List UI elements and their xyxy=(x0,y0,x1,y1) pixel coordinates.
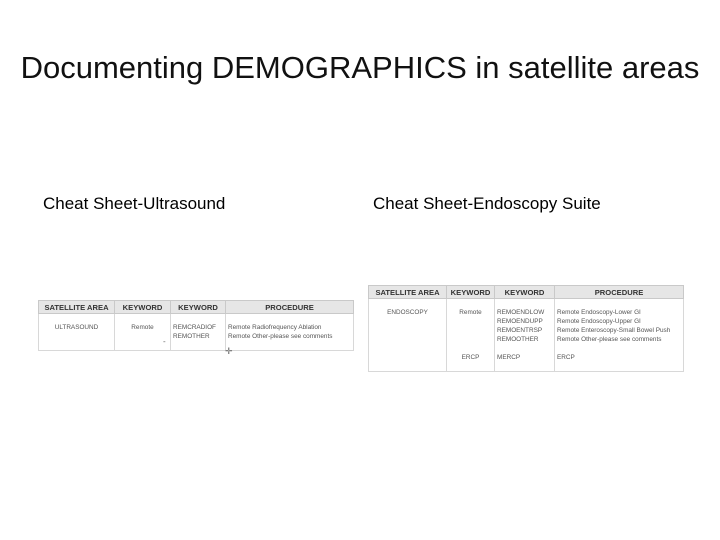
col-procedure: PROCEDURE xyxy=(226,301,354,314)
col-satellite-area: SATELLITE AREA xyxy=(39,301,115,314)
cell: Remote xyxy=(115,323,171,332)
cell xyxy=(369,362,447,372)
cell: Remote Other-please see comments xyxy=(226,332,354,341)
cell: REMOOTHER xyxy=(495,335,555,344)
cell: Remote Endoscopy-Upper GI xyxy=(555,317,684,326)
cell xyxy=(369,335,447,344)
cell: Remote xyxy=(447,308,495,317)
cell xyxy=(495,299,555,309)
table-row xyxy=(369,326,684,335)
table-row xyxy=(369,353,684,362)
cell xyxy=(495,344,555,353)
cell: MERCP xyxy=(495,353,555,362)
slide-title: Documenting DEMOGRAPHICS in satellite areas xyxy=(20,50,700,85)
cell xyxy=(369,299,447,309)
table-row xyxy=(39,332,354,341)
table-row xyxy=(369,308,684,317)
header-row xyxy=(39,301,354,314)
cell xyxy=(39,332,115,341)
cell: ENDOSCOPY xyxy=(369,308,447,317)
cell xyxy=(447,326,495,335)
cell xyxy=(447,362,495,372)
cell: Remote Radiofrequency Ablation xyxy=(226,323,354,332)
table-row xyxy=(369,344,684,353)
ultrasound-heading: Cheat Sheet-Ultrasound xyxy=(43,194,226,213)
cell xyxy=(369,317,447,326)
cell xyxy=(495,362,555,372)
cell: REMOENDLOW xyxy=(495,308,555,317)
cell: REMCRADIOF xyxy=(171,323,226,332)
cell xyxy=(171,341,226,351)
cell xyxy=(369,353,447,362)
col-satellite-area: SATELLITE AREA xyxy=(369,286,447,299)
endoscopy-heading: Cheat Sheet-Endoscopy Suite xyxy=(373,194,601,213)
cell xyxy=(555,344,684,353)
cell xyxy=(555,362,684,372)
cell xyxy=(555,299,684,309)
cell xyxy=(115,314,171,324)
cell: REMOTHER xyxy=(171,332,226,341)
cell: REMOENDUPP xyxy=(495,317,555,326)
col-procedure: PROCEDURE xyxy=(555,286,684,299)
cell xyxy=(39,314,115,324)
col-keyword: KEYWORD xyxy=(447,286,495,299)
cell-mark-icon: - xyxy=(163,337,166,346)
table-row xyxy=(369,335,684,344)
endoscopy-sheet xyxy=(368,285,684,372)
table-row xyxy=(39,341,354,351)
cell xyxy=(447,335,495,344)
table-row xyxy=(369,317,684,326)
cell xyxy=(226,314,354,324)
cell xyxy=(39,341,115,351)
table-row xyxy=(369,362,684,372)
cursor-crosshair-icon: ✛ xyxy=(225,346,233,356)
table-row xyxy=(369,299,684,309)
cell xyxy=(447,344,495,353)
cell: Remote Enteroscopy-Small Bowel Push xyxy=(555,326,684,335)
col-keyword: KEYWORD xyxy=(115,301,171,314)
ultrasound-sheet xyxy=(38,300,354,351)
cell xyxy=(447,299,495,309)
cell: ERCP xyxy=(555,353,684,362)
cell: ERCP xyxy=(447,353,495,362)
table-row xyxy=(39,323,354,332)
table-row xyxy=(39,314,354,324)
col-keyword-2: KEYWORD xyxy=(495,286,555,299)
cell xyxy=(226,341,354,351)
cell xyxy=(369,344,447,353)
cell: Remote Endoscopy-Lower GI xyxy=(555,308,684,317)
cell: REMOENTRSP xyxy=(495,326,555,335)
cell xyxy=(369,326,447,335)
cell xyxy=(447,317,495,326)
col-keyword-2: KEYWORD xyxy=(171,301,226,314)
header-row xyxy=(369,286,684,299)
cell xyxy=(171,314,226,324)
cell: ULTRASOUND xyxy=(39,323,115,332)
cell: Remote Other-please see comments xyxy=(555,335,684,344)
